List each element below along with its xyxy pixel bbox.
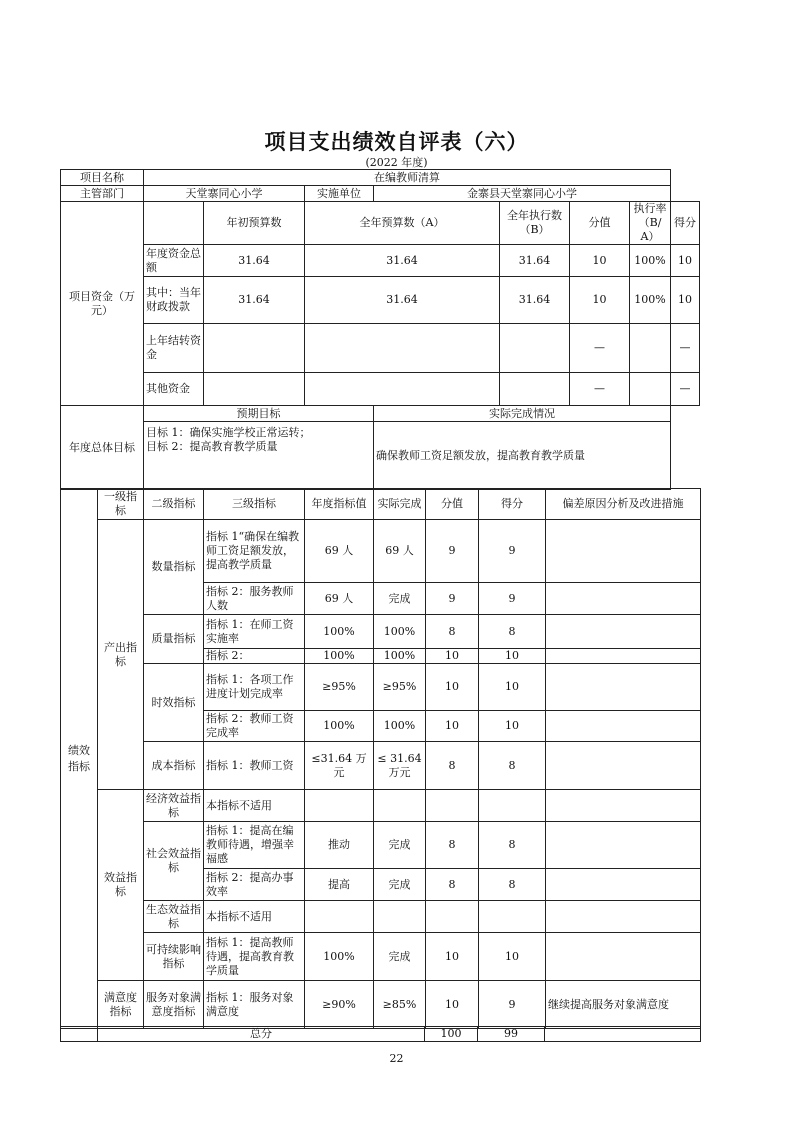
target-value: 100%	[305, 649, 374, 664]
l3-indicator: 本指标不适用	[204, 790, 305, 822]
got-value: 8	[479, 742, 546, 790]
funds-cell: —	[570, 324, 630, 373]
target-value: 69 人	[305, 520, 374, 583]
perf-label: 绩效指标	[61, 489, 98, 1029]
note-value	[546, 901, 701, 933]
l3-indicator: 指标 1：教师工资	[204, 742, 305, 790]
target-value: 推动	[305, 822, 374, 869]
funds-cell	[204, 373, 305, 406]
l3-indicator: 指标 2：服务教师人数	[204, 583, 305, 615]
target-value: 100%	[305, 711, 374, 742]
actual-value: 100%	[374, 649, 426, 664]
l2-indicator: 经济效益指标	[144, 790, 204, 822]
perf-header: 得分	[479, 489, 546, 520]
note-value	[546, 615, 701, 649]
got-value: 10	[479, 933, 546, 981]
target-value: 100%	[305, 615, 374, 649]
actual-value: ≤ 31.64 万元	[374, 742, 426, 790]
target-value: 100%	[305, 933, 374, 981]
funds-header: 分值	[570, 202, 630, 245]
funds-cell: 31.64	[500, 245, 570, 277]
actual-value: ≥85%	[374, 981, 426, 1029]
funds-cell: 31.64	[204, 245, 305, 277]
dept-label: 主管部门	[61, 186, 144, 202]
got-value: 8	[479, 615, 546, 649]
funds-row-name: 其他资金	[144, 373, 204, 406]
l3-indicator: 本指标不适用	[204, 901, 305, 933]
note-value	[546, 520, 701, 583]
performance-table	[60, 488, 701, 1029]
perf-header: 二级指标	[144, 489, 204, 520]
funds-cell: —	[671, 373, 700, 406]
l1-output: 产出指标	[98, 520, 144, 790]
target-value: 提高	[305, 869, 374, 901]
score-value: 10	[426, 933, 479, 981]
got-value	[479, 790, 546, 822]
got-value: 9	[479, 520, 546, 583]
actual-value: ≥95%	[374, 664, 426, 711]
page-subtitle: (2022 年度)	[365, 156, 428, 169]
actual-value: 完成	[374, 933, 426, 981]
l3-indicator: 指标 2：	[204, 649, 305, 664]
actual-value: 完成	[374, 822, 426, 869]
score-value: 8	[426, 822, 479, 869]
target-value: ≤31.64 万元	[305, 742, 374, 790]
funds-row-name: 上年结转资金	[144, 324, 204, 373]
funds-header: 执行率（B/A）	[630, 202, 671, 245]
funds-label: 项目资金（万元）	[61, 202, 144, 406]
funds-header: 全年执行数（B）	[500, 202, 570, 245]
score-value: 10	[426, 981, 479, 1029]
funds-cell: 100%	[630, 245, 671, 277]
note-value	[546, 790, 701, 822]
l2-indicator: 数量指标	[144, 520, 204, 615]
score-value	[426, 901, 479, 933]
note-value	[546, 869, 701, 901]
l2-indicator: 成本指标	[144, 742, 204, 790]
target-value: ≥95%	[305, 664, 374, 711]
funds-cell	[500, 373, 570, 406]
funds-row-name: 其中：当年财政拨款	[144, 277, 204, 324]
l2-indicator: 服务对象满意度指标	[144, 981, 204, 1029]
funds-cell: 100%	[630, 277, 671, 324]
funds-cell: 10	[671, 245, 700, 277]
funds-cell	[630, 373, 671, 406]
l3-indicator: 指标 1：服务对象满意度	[204, 981, 305, 1029]
actual-value: 69 人	[374, 520, 426, 583]
l3-indicator: 指标 1：提高在编教师待遇，增强幸福感	[204, 822, 305, 869]
funds-header: 全年预算数（A）	[305, 202, 500, 245]
funds-row-name: 年度资金总额	[144, 245, 204, 277]
total-table	[60, 1026, 701, 1042]
note-value	[546, 822, 701, 869]
funds-cell	[305, 324, 500, 373]
expected-goal-label: 预期目标	[144, 406, 374, 422]
total-score: 100	[425, 1027, 478, 1042]
l3-indicator: 指标 1：各项工作进度计划完成率	[204, 664, 305, 711]
score-value: 10	[426, 649, 479, 664]
project-name-value: 在编教师清算	[144, 170, 671, 186]
goal-line: 目标 1：确保实施学校正常运转；	[146, 426, 311, 439]
note-value	[546, 649, 701, 664]
perf-header: 实际完成	[374, 489, 426, 520]
unit-value: 金寨县天堂寨同心小学	[374, 186, 671, 202]
score-value: 10	[426, 711, 479, 742]
target-value	[305, 790, 374, 822]
total-got: 99	[478, 1027, 545, 1042]
page-number: 22	[389, 1052, 404, 1065]
total-note	[545, 1027, 701, 1042]
got-value	[479, 901, 546, 933]
score-value: 10	[426, 664, 479, 711]
total-blank	[61, 1027, 98, 1042]
expected-goals	[144, 422, 374, 490]
l3-indicator: 指标 1“确保在编教师工资足额发放，提高教学质量	[204, 520, 305, 583]
project-name-label: 项目名称	[61, 170, 144, 186]
goals-label: 年度总体目标	[61, 406, 144, 490]
dept-value: 天堂寨同心小学	[144, 186, 305, 202]
funds-cell	[204, 324, 305, 373]
got-value: 10	[479, 711, 546, 742]
funds-cell	[500, 324, 570, 373]
perf-header: 偏差原因分析及改进措施	[546, 489, 701, 520]
got-value: 9	[479, 981, 546, 1029]
funds-header-blank	[144, 202, 204, 245]
actual-value: 完成	[374, 583, 426, 615]
total-label: 总分	[98, 1027, 425, 1042]
note-value: 继续提高服务对象满意度	[546, 981, 701, 1029]
goal-line: 目标 2：提高教育教学质量	[146, 440, 278, 453]
actual-value: 完成	[374, 869, 426, 901]
note-value	[546, 664, 701, 711]
funds-cell: 10	[570, 277, 630, 324]
actual-value	[374, 790, 426, 822]
l2-indicator: 社会效益指标	[144, 822, 204, 901]
funds-cell: —	[570, 373, 630, 406]
actual-value	[374, 901, 426, 933]
score-value: 8	[426, 615, 479, 649]
score-value	[426, 790, 479, 822]
note-value	[546, 583, 701, 615]
score-value: 9	[426, 520, 479, 583]
perf-header: 三级指标	[204, 489, 305, 520]
perf-header: 分值	[426, 489, 479, 520]
perf-header: 一级指标	[98, 489, 144, 520]
target-value: 69 人	[305, 583, 374, 615]
got-value: 10	[479, 664, 546, 711]
l2-indicator: 生态效益指标	[144, 901, 204, 933]
got-value: 10	[479, 649, 546, 664]
l2-indicator: 可持续影响指标	[144, 933, 204, 981]
got-value: 8	[479, 822, 546, 869]
note-value	[546, 711, 701, 742]
target-value	[305, 901, 374, 933]
funds-header: 得分	[671, 202, 700, 245]
l3-indicator: 指标 2：教师工资完成率	[204, 711, 305, 742]
funds-cell	[305, 373, 500, 406]
got-value: 8	[479, 869, 546, 901]
funds-cell: 31.64	[305, 277, 500, 324]
l1-benefit: 效益指标	[98, 790, 144, 981]
l1-satisfaction: 满意度指标	[98, 981, 144, 1029]
l2-indicator: 时效指标	[144, 664, 204, 742]
l3-indicator: 指标 1：提高教师待遇，提高教育教学质量	[204, 933, 305, 981]
note-value	[546, 742, 701, 790]
score-value: 9	[426, 583, 479, 615]
score-value: 8	[426, 869, 479, 901]
unit-label: 实施单位	[305, 186, 374, 202]
funds-cell: 31.64	[305, 245, 500, 277]
funds-cell: 10	[671, 277, 700, 324]
actual-value: 100%	[374, 615, 426, 649]
perf-header: 年度指标值	[305, 489, 374, 520]
l3-indicator: 指标 2：提高办事效率	[204, 869, 305, 901]
funds-header: 年初预算数	[204, 202, 305, 245]
funds-cell: —	[671, 324, 700, 373]
l2-indicator: 质量指标	[144, 615, 204, 664]
funds-cell: 10	[570, 245, 630, 277]
funds-cell: 31.64	[204, 277, 305, 324]
funds-table	[60, 169, 700, 490]
actual-result-label: 实际完成情况	[374, 406, 671, 422]
l3-indicator: 指标 1：在师工资实施率	[204, 615, 305, 649]
actual-value: 100%	[374, 711, 426, 742]
got-value: 9	[479, 583, 546, 615]
funds-cell: 31.64	[500, 277, 570, 324]
target-value: ≥90%	[305, 981, 374, 1029]
score-value: 8	[426, 742, 479, 790]
actual-result: 确保教师工资足额发放，提高教育教学质量	[374, 422, 671, 490]
funds-cell	[630, 324, 671, 373]
page-title: 项目支出绩效自评表（六）	[264, 130, 529, 154]
note-value	[546, 933, 701, 981]
